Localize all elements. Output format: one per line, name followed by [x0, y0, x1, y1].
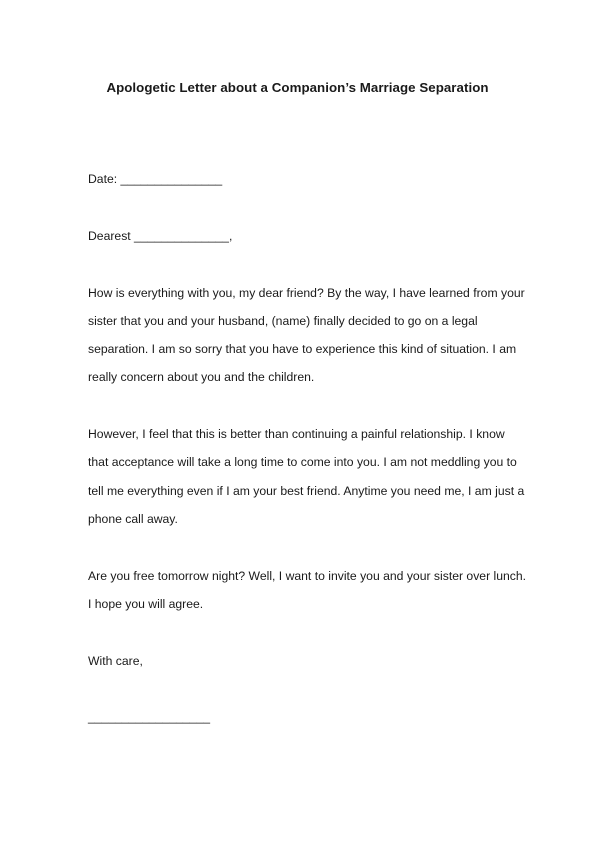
closing: With care,: [88, 654, 143, 668]
paragraph-1-line-1: How is everything with you, my dear friend? By the way, I have learned from your: [88, 286, 525, 300]
paragraph-3-line-1: Are you free tomorrow night? Well, I want to invite you and your sister over lunch.: [88, 569, 527, 583]
paragraph-3-line-2: I hope you will agree.: [88, 597, 204, 611]
paragraph-1-line-4: really concern about you and the children.: [88, 370, 315, 384]
date-line: Date: _______________: [88, 172, 223, 186]
paragraph-2-line-2: that acceptance will take a long time to come into you. I am not meddling you to: [88, 455, 517, 469]
paragraph-2-line-4: phone call away.: [88, 512, 178, 526]
paragraph-1-line-3: separation. I am so sorry that you have to experience this kind of situation. I am: [88, 342, 517, 356]
paragraph-1-line-2: sister that you and your husband, (name) finally decided to go on a legal: [88, 314, 478, 328]
paragraph-2-line-3: tell me everything even if I am your best friend. Anytime you need me, I am just a: [88, 484, 525, 498]
paragraph-2-line-1: However, I feel that this is better than continuing a painful relationship. I know: [88, 427, 505, 441]
signature-line: __________________: [88, 710, 211, 724]
letter-title: Apologetic Letter about a Companion’s Marriage Separation: [106, 80, 489, 95]
salutation: Dearest ______________,: [88, 229, 233, 243]
